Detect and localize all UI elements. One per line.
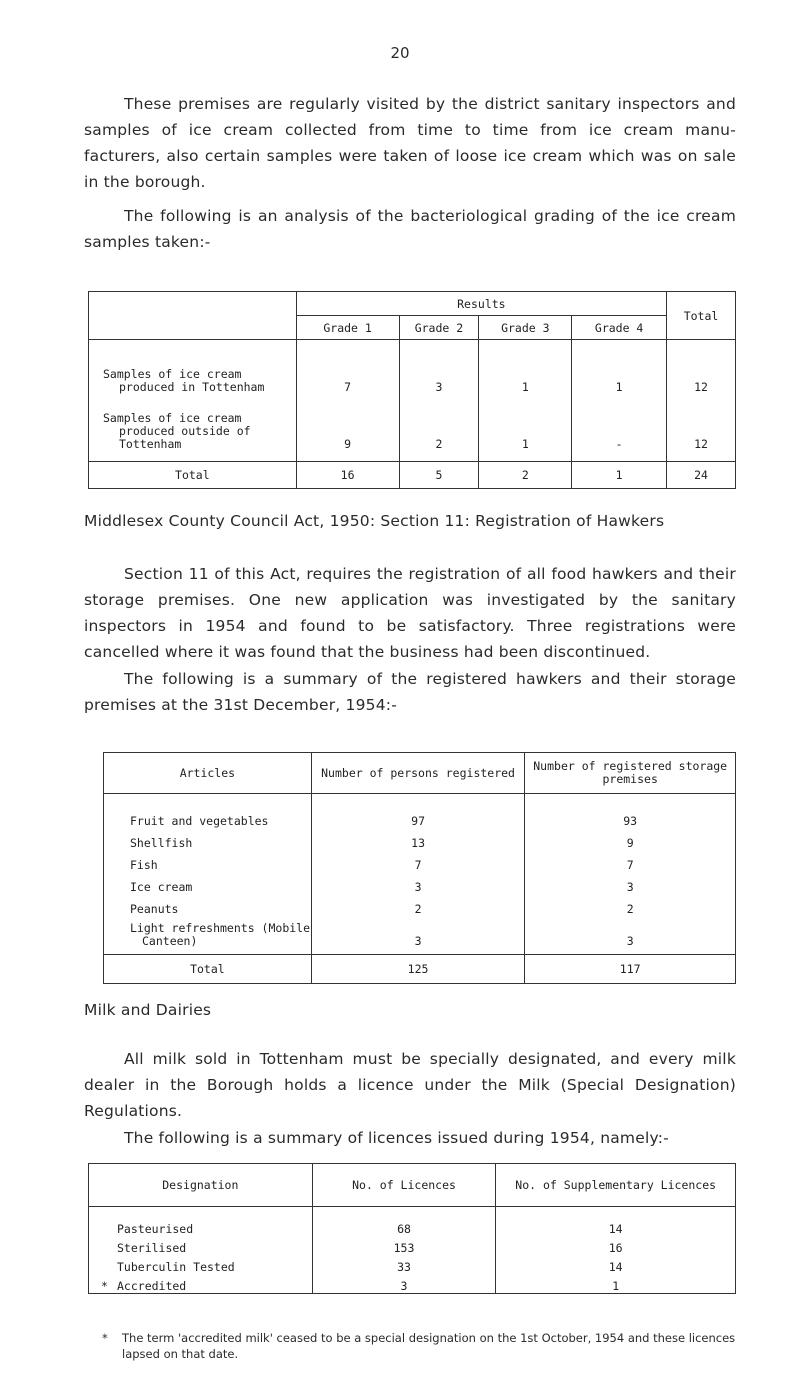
cell-value: 1 [572,340,667,399]
total-label: Total [104,955,312,984]
persons-value: 97 [311,794,525,829]
table-row [104,916,736,955]
table-row [89,398,736,462]
premises-value: 2 [525,894,736,916]
designation-header: Designation [89,1164,313,1207]
cell-value: 5 [399,462,479,489]
cell-value: 9 [296,398,399,462]
footnote-text: The term 'accredited milk' ceased to be a special designation on the 1st October, 1954 and these licences lapsed on that date. [122,1331,736,1361]
cell-value: 16 [296,462,399,489]
cell-value: 1 [479,398,572,462]
milk-licences-table [88,1163,736,1294]
premises-total: 117 [525,955,736,984]
grade-header: Grade 2 [399,316,479,340]
table-row [104,894,736,916]
cell-value: 1 [572,462,667,489]
table-row [89,1207,736,1237]
table-row [89,1255,736,1274]
article-label: Peanuts [104,894,312,916]
licences-header: No. of Licences [312,1164,496,1207]
grade-header: Grade 3 [479,316,572,340]
licences-value: 68 [312,1207,496,1237]
cell-total: 12 [667,398,736,462]
total-row [104,955,736,984]
ice-cream-grading-table [88,291,736,489]
supplementary-value: 14 [496,1255,736,1274]
grade-header: Grade 4 [572,316,667,340]
table-row [89,340,736,399]
page-number: 20 [390,44,410,62]
total-header: Total [667,292,736,340]
article-label: Shellfish [104,828,312,850]
table-row [104,872,736,894]
hawkers-summary-intro: The following is a summary of the registered hawkers and their storage premises at the 31st December, 1954:- [84,670,736,714]
table-row [104,850,736,872]
articles-header: Articles [104,753,312,794]
empty-header-cell [89,292,297,340]
grading-intro-paragraph: The following is an analysis of the bacteriological grading of the ice cream samples taken:- [84,207,736,251]
table-row [89,1274,736,1294]
licences-value: 153 [312,1236,496,1255]
designation-label: Accredited [117,1279,187,1293]
supplementary-value: 16 [496,1236,736,1255]
licences-summary-intro: The following is a summary of licences issued during 1954, namely:- [124,1129,669,1147]
supplementary-header: No. of Supplementary Licences [496,1164,736,1207]
results-header: Results [296,292,666,316]
premises-value: 3 [525,872,736,894]
premises-value: 9 [525,828,736,850]
cell-value: - [572,398,667,462]
grade-header: Grade 1 [296,316,399,340]
persons-header: Number of persons registered [311,753,525,794]
cell-total: 12 [667,340,736,399]
designation-cell [89,1274,313,1294]
licences-value: 3 [312,1274,496,1294]
article-label: Fruit and vegetables [104,794,312,829]
footnote [102,1330,742,1362]
hawkers-paragraph: Section 11 of this Act, requires the registration of all food hawkers and their storage premises. One new application was investigated by the sanitary inspectors in 1954 and found to be satisfactory. Three registrations were cancelled where it was found that the business had been discontinued. [84,565,736,661]
article-label: Fish [104,850,312,872]
intro-paragraph: These premises are regularly visited by the district sanitary inspectors and samples of ice cream collected from time to time from ice cream manu- facturers, also certain samples were taken of loose ice cream which was on sale in the borough. [84,95,736,191]
total-row [89,462,736,489]
designation-label: Sterilised [89,1236,313,1255]
premises-value: 3 [525,916,736,955]
table-row [104,828,736,850]
premises-value: 7 [525,850,736,872]
footnote-marker: * [102,1331,108,1345]
milk-paragraph: All milk sold in Tottenham must be specially designated, and every milk dealer in the Borough holds a licence under the Milk (Special Designation) Regulations. [84,1050,736,1120]
premises-value: 93 [525,794,736,829]
cell-value: 1 [479,340,572,399]
persons-value: 3 [311,872,525,894]
cell-value: 2 [479,462,572,489]
cell-total: 24 [667,462,736,489]
supplementary-value: 1 [496,1274,736,1294]
persons-value: 13 [311,828,525,850]
table-row [104,794,736,829]
row-label: Samples of ice cream produced outside of Tottenham [89,398,297,462]
hawkers-section-heading: Middlesex County Council Act, 1950: Section 11: Registration of Hawkers [84,512,665,530]
premises-header: Number of registered storage premises [525,753,736,794]
cell-value: 7 [296,340,399,399]
designation-label: Tuberculin Tested [89,1255,313,1274]
cell-value: 3 [399,340,479,399]
row-label: Total [89,462,297,489]
milk-section-heading: Milk and Dairies [84,1001,212,1019]
hawkers-table [103,752,736,984]
article-label: Ice cream [104,872,312,894]
persons-value: 3 [311,916,525,955]
article-label: Light refreshments (Mobile Canteen) [104,916,312,955]
licences-value: 33 [312,1255,496,1274]
cell-value: 2 [399,398,479,462]
persons-value: 2 [311,894,525,916]
table-row [89,1236,736,1255]
supplementary-value: 14 [496,1207,736,1237]
footnote-marker: * [101,1279,108,1293]
designation-label: Pasteurised [89,1207,313,1237]
persons-total: 125 [311,955,525,984]
persons-value: 7 [311,850,525,872]
row-label: Samples of ice cream produced in Tottenham [89,340,297,399]
